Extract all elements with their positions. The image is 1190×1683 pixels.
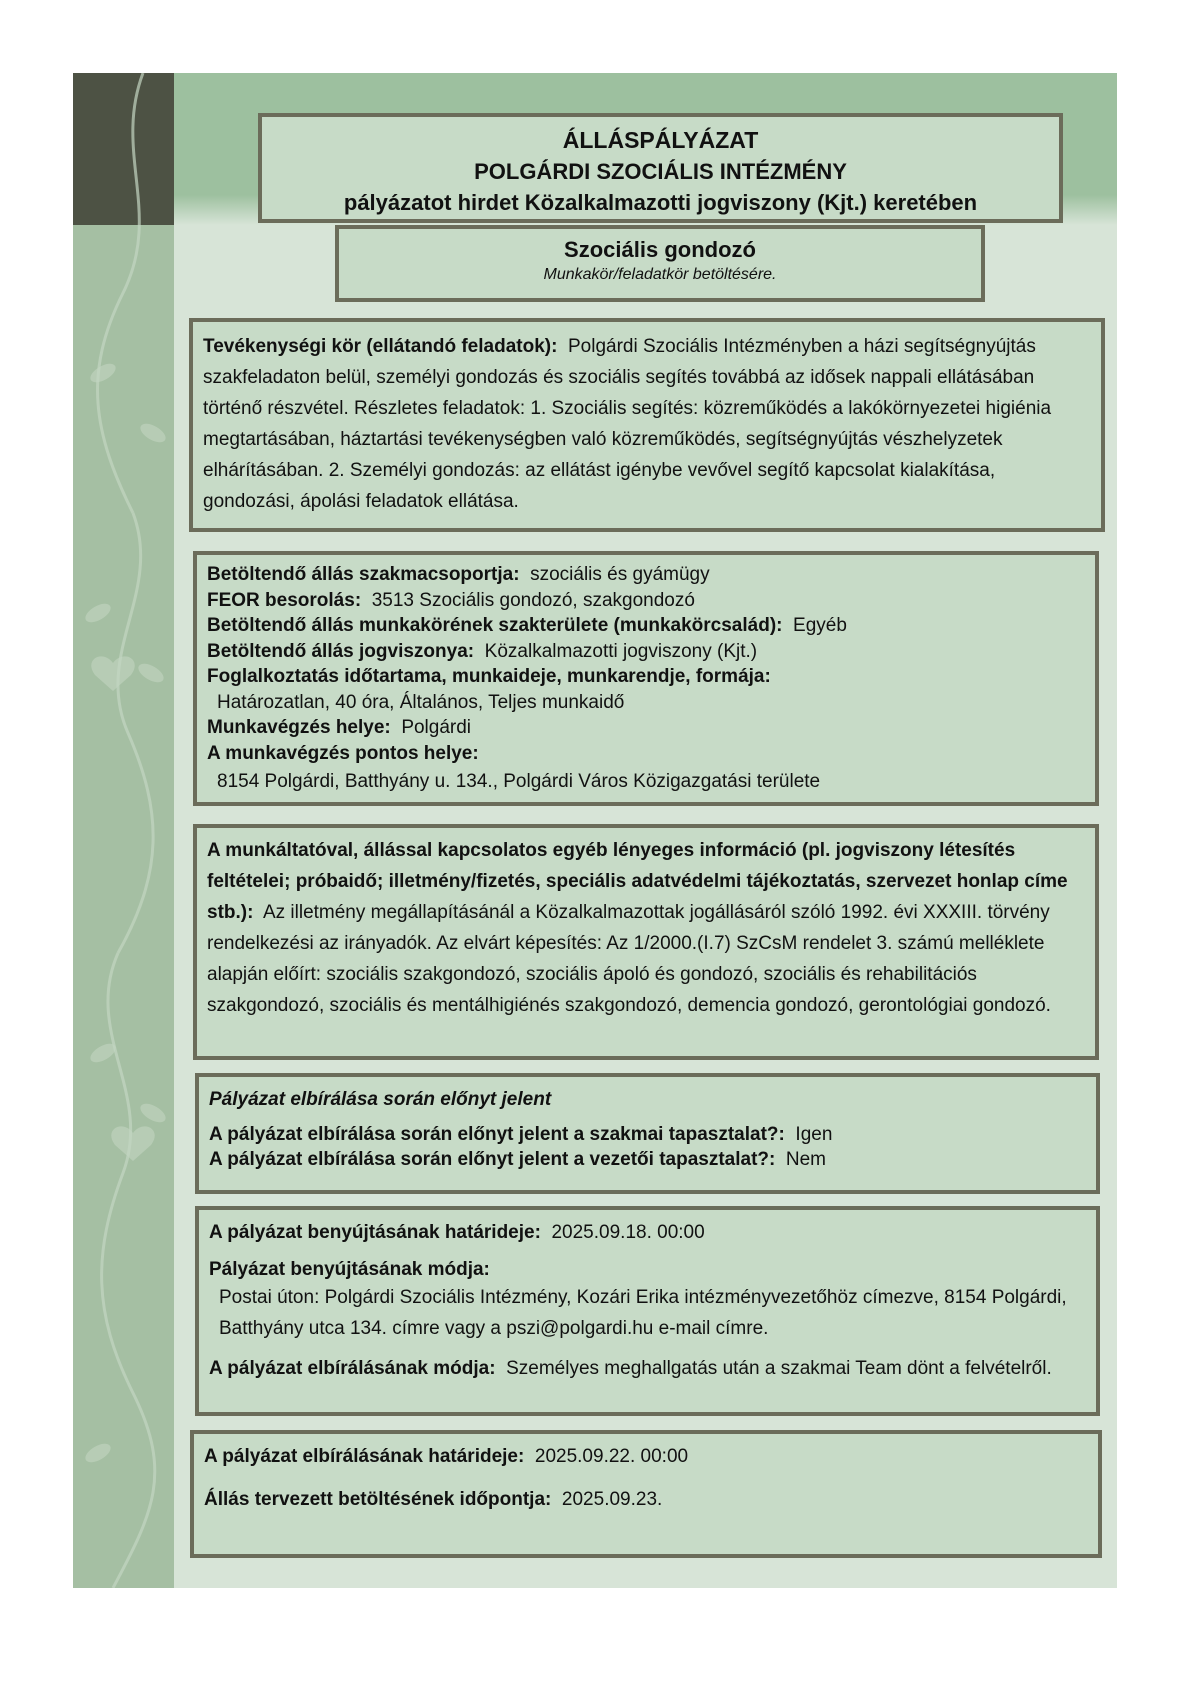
employment-value: Határozatlan, 40 óra, Általános, Teljes munkaidő bbox=[217, 691, 625, 713]
position-note: Munkakör/feladatkör betöltésére. bbox=[543, 266, 777, 283]
place-label: Munkavégzés helye: bbox=[207, 717, 391, 738]
field-value: Egyéb bbox=[793, 615, 847, 636]
submission-box bbox=[195, 1206, 1100, 1416]
advantages-box bbox=[195, 1073, 1100, 1194]
submission-deadline-label: A pályázat benyújtásának határideje: bbox=[209, 1222, 541, 1243]
detail-row-feor bbox=[207, 588, 1085, 614]
duties-text: Polgárdi Szociális Intézményben a házi segítségnyújtás szakfeladaton belül, személyi gondozás és szociális segítés továbbá az idősek nappali ellátásában történő részvétel. Részletes feladatok: 1. Szociális segítés: közreműködés a lakókörnyezetei higiénia megtartásában, háztartási tevékenységben való közreműködés, segítségnyújtás vészhelyzetek elhárításában. 2. Személyi gondozás: az ellátást igénybe vevővel segítő kapcsolat kialakítása, gondozási, ápolási feladatok ellátása. bbox=[203, 336, 1052, 512]
leadership-experience-label: A pályázat elbírálása során előnyt jelent a vezetői tapasztalat?: bbox=[209, 1149, 776, 1170]
group-label: Betöltendő állás szakmacsoportja: bbox=[207, 564, 520, 585]
detail-row-legal bbox=[207, 639, 1085, 665]
detail-row-field bbox=[207, 613, 1085, 639]
advantage-row-leadership bbox=[209, 1147, 1086, 1172]
other-info-label: A munkáltatóval, állással kapcsolatos egyéb lényeges információ (pl. jogviszony létesítés feltételei; próbaidő; illetmény/fizetés, speciális adatvédelmi tájékoztatás, szervezet honlap címe stb.): bbox=[207, 840, 1068, 923]
position-box bbox=[335, 225, 985, 302]
evaluation-method-row bbox=[209, 1356, 1086, 1381]
address-label: A munkavégzés pontos helye: bbox=[207, 742, 479, 764]
decorative-left-strip bbox=[73, 73, 174, 1588]
other-info-box bbox=[193, 824, 1099, 1060]
evaluation-deadline-label: A pályázat elbírálásának határideje: bbox=[204, 1446, 525, 1467]
field-label: Betöltendő állás munkakörének szakterülete (munkakörcsalád): bbox=[207, 615, 783, 636]
position-title: Szociális gondozó bbox=[564, 237, 756, 262]
submission-deadline-row bbox=[209, 1220, 1086, 1245]
advantage-row-professional bbox=[209, 1122, 1086, 1147]
title-line-1: ÁLLÁSPÁLYÁZAT bbox=[562, 127, 759, 153]
group-value: szociális és gyámügy bbox=[530, 564, 710, 585]
start-date-label: Állás tervezett betöltésének időpontja: bbox=[204, 1489, 552, 1510]
dates-box bbox=[190, 1430, 1102, 1558]
feor-label: FEOR besorolás: bbox=[207, 589, 362, 611]
feor-value: 3513 Szociális gondozó, szakgondozó bbox=[371, 589, 695, 611]
employment-label: Foglalkoztatás időtartama, munkaideje, munkarendje, formája: bbox=[207, 666, 771, 687]
evaluation-deadline-value: 2025.09.22. 00:00 bbox=[534, 1446, 689, 1467]
detail-row-place bbox=[207, 715, 1085, 741]
leadership-experience-value: Nem bbox=[785, 1149, 827, 1170]
advantages-heading: Pályázat elbírálása során előnyt jelent bbox=[209, 1089, 552, 1110]
other-info-text: Az illetmény megállapításánál a Közalkalmazottak jogállásáról szóló 1992. évi XXXIII. törvény rendelkezési az irányadók. Az elvárt képesítés: Az 1/2000.(I.7) SzCsM rendelet 3. számú melléklete alapján előírt: szociális szakgondozó, szociális ápoló és gondozó, szociális és rehabilitációs szakgondozó, szociális és mentálhigiénés szakgondozó, demencia gondozó, gerontológiai gondozó. bbox=[207, 902, 1051, 1016]
duties-box bbox=[189, 318, 1105, 532]
title-line-2: POLGÁRDI SZOCIÁLIS INTÉZMÉNY bbox=[474, 159, 847, 184]
submission-deadline-value: 2025.09.18. 00:00 bbox=[551, 1222, 705, 1243]
place-value: Polgárdi bbox=[401, 717, 472, 738]
legal-value: Közalkalmazotti jogviszony (Kjt.) bbox=[484, 640, 758, 662]
floral-ornament-icon bbox=[73, 73, 174, 1588]
title-line-3: pályázatot hirdet Közalkalmazotti jogviszony (Kjt.) keretében bbox=[343, 190, 978, 215]
professional-experience-value: Igen bbox=[795, 1124, 833, 1145]
evaluation-method-label: A pályázat elbírálásának módja: bbox=[209, 1358, 496, 1379]
duties-label: Tevékenységi kör (ellátandó feladatok): bbox=[203, 336, 558, 357]
evaluation-deadline-row bbox=[204, 1444, 1088, 1469]
address-value: 8154 Polgárdi, Batthyány u. 134., Polgárdi Város Közigazgatási területe bbox=[217, 771, 821, 792]
professional-experience-label: A pályázat elbírálása során előnyt jelent a szakmai tapasztalat?: bbox=[209, 1124, 785, 1145]
details-box bbox=[193, 551, 1099, 806]
evaluation-method-value: Személyes meghallgatás után a szakmai Team dönt a felvételről. bbox=[506, 1358, 1052, 1379]
submission-method-label: Pályázat benyújtásának módja: bbox=[209, 1259, 490, 1280]
legal-label: Betöltendő állás jogviszonya: bbox=[207, 640, 475, 662]
detail-row-group bbox=[207, 562, 1085, 588]
start-date-row bbox=[204, 1487, 1088, 1512]
title-box bbox=[258, 113, 1063, 223]
start-date-value: 2025.09.23. bbox=[561, 1489, 663, 1510]
submission-method-value: Postai úton: Polgárdi Szociális Intézmény, Kozári Erika intézményvezetőhöz címezve, 8154 Polgárdi, Batthyány utca 134. címre vagy a pszi@polgardi.hu e-mail címre. bbox=[219, 1287, 1067, 1339]
